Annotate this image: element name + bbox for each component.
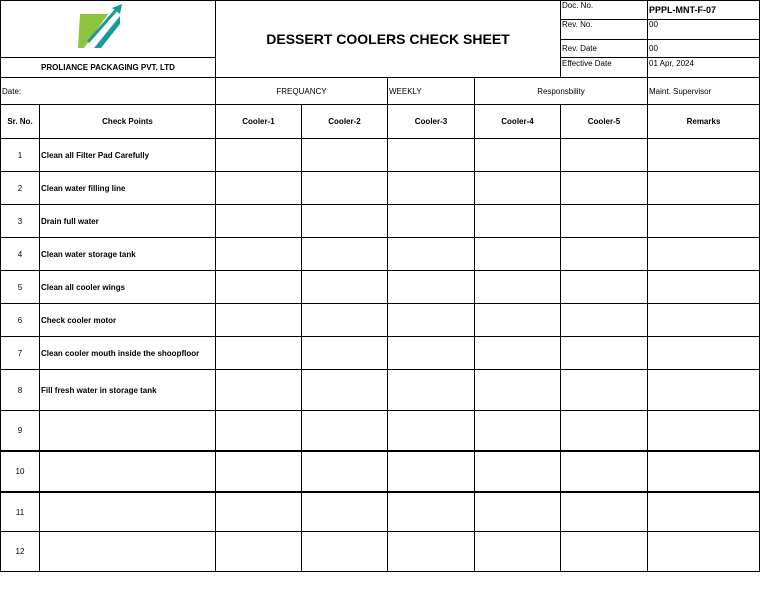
check-point-cell <box>39 410 216 451</box>
cooler-2-entry-cell[interactable] <box>301 410 388 451</box>
frequency-label: FREQUANCY <box>215 77 388 105</box>
company-logo-icon <box>74 2 126 52</box>
cooler-4-entry-cell[interactable] <box>474 270 561 304</box>
cooler-3-entry-cell[interactable] <box>387 491 475 532</box>
sr-no-cell: 8 <box>0 369 40 411</box>
cooler-5-entry-cell[interactable] <box>560 531 648 572</box>
cooler-1-entry-cell[interactable] <box>215 369 302 411</box>
check-point-cell <box>39 491 216 532</box>
check-point-cell: Check cooler motor <box>39 303 216 337</box>
sr-no-cell: 9 <box>0 410 40 451</box>
check-point-cell: Clean cooler mouth inside the shoopfloor <box>39 336 216 370</box>
check-point-cell: Clean all Filter Pad Carefully <box>39 138 216 172</box>
cooler-2-entry-cell[interactable] <box>301 531 388 572</box>
cooler-1-entry-cell[interactable] <box>215 491 302 532</box>
col-sr-no-header: Sr. No. <box>0 104 40 139</box>
cooler-4-entry-cell[interactable] <box>474 138 561 172</box>
col-cooler-5-header: Cooler-5 <box>560 104 648 139</box>
cooler-5-entry-cell[interactable] <box>560 237 648 271</box>
cooler-1-entry-cell[interactable] <box>215 336 302 370</box>
remarks-entry-cell[interactable] <box>647 336 760 370</box>
col-cooler-1-header: Cooler-1 <box>215 104 302 139</box>
cooler-2-entry-cell[interactable] <box>301 204 388 238</box>
check-point-cell: Drain full water <box>39 204 216 238</box>
effective-date-label: Effective Date <box>560 57 648 78</box>
remarks-entry-cell[interactable] <box>647 450 760 492</box>
remarks-entry-cell[interactable] <box>647 270 760 304</box>
cooler-1-entry-cell[interactable] <box>215 204 302 238</box>
cooler-5-entry-cell[interactable] <box>560 491 648 532</box>
cooler-2-entry-cell[interactable] <box>301 138 388 172</box>
cooler-5-entry-cell[interactable] <box>560 410 648 451</box>
cooler-2-entry-cell[interactable] <box>301 336 388 370</box>
cooler-1-entry-cell[interactable] <box>215 270 302 304</box>
remarks-entry-cell[interactable] <box>647 303 760 337</box>
cooler-5-entry-cell[interactable] <box>560 171 648 205</box>
cooler-1-entry-cell[interactable] <box>215 138 302 172</box>
cooler-3-entry-cell[interactable] <box>387 237 475 271</box>
check-point-cell: Clean water storage tank <box>39 237 216 271</box>
sr-no-cell: 3 <box>0 204 40 238</box>
cooler-3-entry-cell[interactable] <box>387 303 475 337</box>
remarks-entry-cell[interactable] <box>647 237 760 271</box>
sr-no-cell: 2 <box>0 171 40 205</box>
remarks-entry-cell[interactable] <box>647 369 760 411</box>
doc-no-label: Doc. No. <box>560 0 648 20</box>
responsibility-label: Responsbility <box>474 77 648 105</box>
cooler-4-entry-cell[interactable] <box>474 303 561 337</box>
col-check-points-header: Check Points <box>39 104 216 139</box>
remarks-entry-cell[interactable] <box>647 410 760 451</box>
cooler-5-entry-cell[interactable] <box>560 204 648 238</box>
cooler-5-entry-cell[interactable] <box>560 303 648 337</box>
cooler-1-entry-cell[interactable] <box>215 237 302 271</box>
cooler-5-entry-cell[interactable] <box>560 369 648 411</box>
rev-date-value: 00 <box>647 39 760 58</box>
sr-no-cell: 10 <box>0 450 40 492</box>
cooler-2-entry-cell[interactable] <box>301 237 388 271</box>
cooler-1-entry-cell[interactable] <box>215 450 302 492</box>
cooler-4-entry-cell[interactable] <box>474 171 561 205</box>
sr-no-cell: 5 <box>0 270 40 304</box>
company-name: PROLIANCE PACKAGING PVT. LTD <box>0 57 216 78</box>
cooler-3-entry-cell[interactable] <box>387 138 475 172</box>
remarks-entry-cell[interactable] <box>647 171 760 205</box>
cooler-1-entry-cell[interactable] <box>215 410 302 451</box>
remarks-entry-cell[interactable] <box>647 531 760 572</box>
effective-date-value: 01 Apr, 2024 <box>647 57 760 78</box>
check-point-cell <box>39 450 216 492</box>
cooler-4-entry-cell[interactable] <box>474 491 561 532</box>
cooler-2-entry-cell[interactable] <box>301 171 388 205</box>
cooler-1-entry-cell[interactable] <box>215 531 302 572</box>
cooler-1-entry-cell[interactable] <box>215 171 302 205</box>
col-remarks-header: Remarks <box>647 104 760 139</box>
cooler-3-entry-cell[interactable] <box>387 369 475 411</box>
cooler-4-entry-cell[interactable] <box>474 336 561 370</box>
sheet-title: DESSERT COOLERS CHECK SHEET <box>215 0 561 78</box>
check-point-cell: Fill fresh water in storage tank <box>39 369 216 411</box>
cooler-3-entry-cell[interactable] <box>387 204 475 238</box>
cooler-4-entry-cell[interactable] <box>474 204 561 238</box>
frequency-value: WEEKLY <box>387 77 475 105</box>
remarks-entry-cell[interactable] <box>647 138 760 172</box>
cooler-1-entry-cell[interactable] <box>215 303 302 337</box>
remarks-entry-cell[interactable] <box>647 491 760 532</box>
cooler-4-entry-cell[interactable] <box>474 369 561 411</box>
cooler-4-entry-cell[interactable] <box>474 450 561 492</box>
sr-no-cell: 12 <box>0 531 40 572</box>
sr-no-cell: 1 <box>0 138 40 172</box>
sr-no-cell: 6 <box>0 303 40 337</box>
remarks-entry-cell[interactable] <box>647 204 760 238</box>
rev-no-value: 00 <box>647 19 760 40</box>
cooler-2-entry-cell[interactable] <box>301 491 388 532</box>
col-cooler-2-header: Cooler-2 <box>301 104 388 139</box>
cooler-3-entry-cell[interactable] <box>387 450 475 492</box>
cooler-2-entry-cell[interactable] <box>301 303 388 337</box>
cooler-3-entry-cell[interactable] <box>387 531 475 572</box>
cooler-2-entry-cell[interactable] <box>301 270 388 304</box>
col-cooler-3-header: Cooler-3 <box>387 104 475 139</box>
rev-no-label: Rev. No. <box>560 19 648 40</box>
cooler-4-entry-cell[interactable] <box>474 531 561 572</box>
rev-date-label: Rev. Date <box>560 39 648 58</box>
sr-no-cell: 7 <box>0 336 40 370</box>
col-cooler-4-header: Cooler-4 <box>474 104 561 139</box>
sr-no-cell: 4 <box>0 237 40 271</box>
cooler-5-entry-cell[interactable] <box>560 138 648 172</box>
doc-no-value: PPPL-MNT-F-07 <box>647 0 760 20</box>
cooler-5-entry-cell[interactable] <box>560 270 648 304</box>
check-point-cell: Clean all cooler wings <box>39 270 216 304</box>
check-point-cell <box>39 531 216 572</box>
cooler-2-entry-cell[interactable] <box>301 450 388 492</box>
date-field[interactable]: Date: <box>0 77 216 105</box>
sr-no-cell: 11 <box>0 491 40 532</box>
responsibility-value: Maint. Supervisor <box>647 77 760 105</box>
cooler-3-entry-cell[interactable] <box>387 270 475 304</box>
cooler-3-entry-cell[interactable] <box>387 171 475 205</box>
cooler-5-entry-cell[interactable] <box>560 450 648 492</box>
cooler-5-entry-cell[interactable] <box>560 336 648 370</box>
cooler-4-entry-cell[interactable] <box>474 237 561 271</box>
cooler-3-entry-cell[interactable] <box>387 410 475 451</box>
cooler-3-entry-cell[interactable] <box>387 336 475 370</box>
check-point-cell: Clean water filling line <box>39 171 216 205</box>
cooler-4-entry-cell[interactable] <box>474 410 561 451</box>
cooler-2-entry-cell[interactable] <box>301 369 388 411</box>
